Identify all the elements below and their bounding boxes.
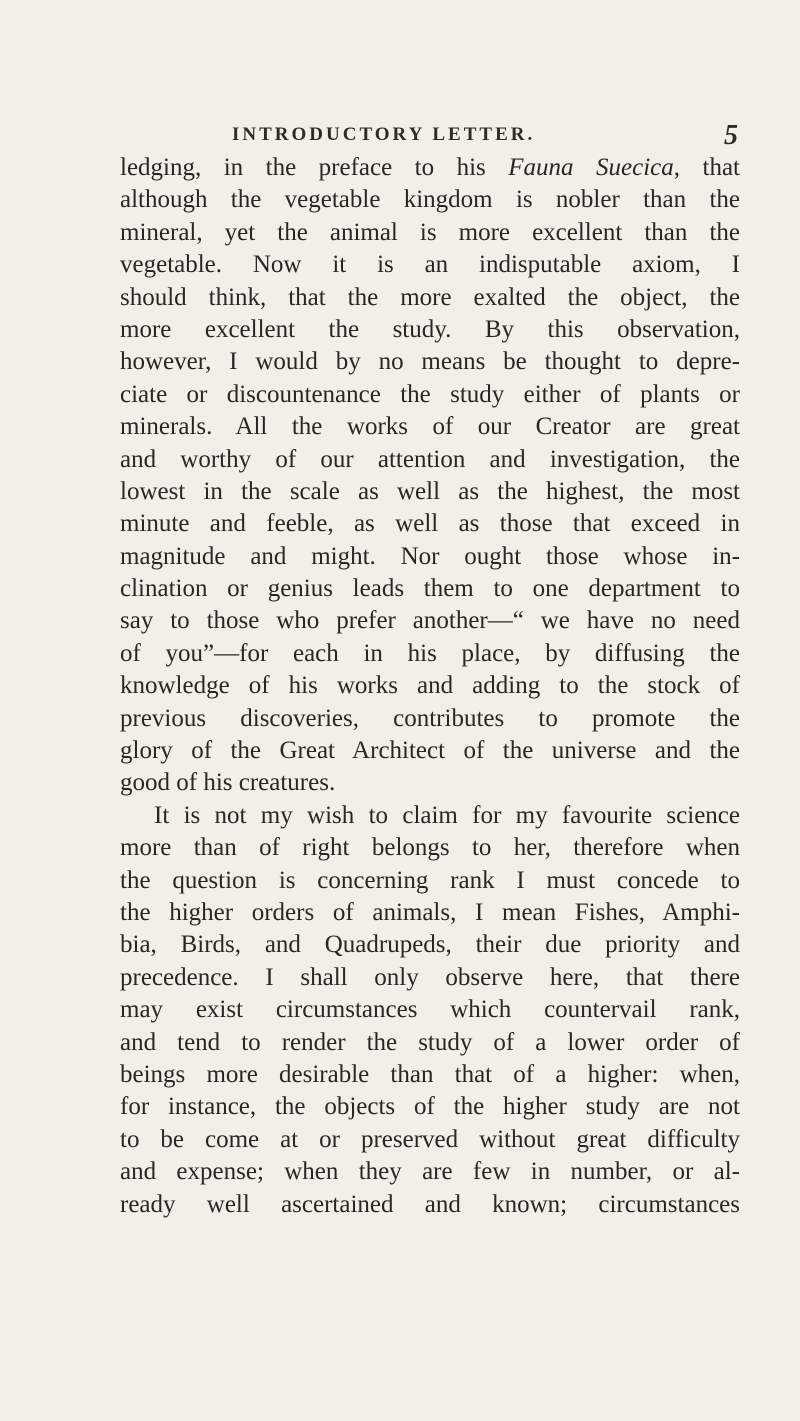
text-line — [120, 703, 740, 735]
text-line — [120, 1027, 740, 1059]
text-segment: for instance, the objects of the higher study are not — [120, 1093, 740, 1121]
text-segment: bia, Birds, and Quadrupeds, their due priority and — [120, 931, 740, 959]
text-segment: ledging, in the preface to his — [120, 154, 509, 181]
text-segment: may exist circumstances which countervail rank, — [120, 996, 740, 1024]
page-number: 5 — [724, 120, 738, 151]
text-segment: glory of the Great Architect of the universe and the — [120, 737, 740, 765]
text-segment: minerals. All the works of our Creator are great — [120, 413, 740, 441]
text-line — [120, 1124, 740, 1156]
text-line — [120, 800, 740, 832]
text-line — [120, 1091, 740, 1123]
text-line — [120, 379, 740, 411]
text-segment: more excellent the study. By this observation, — [120, 315, 740, 343]
text-line — [120, 249, 740, 281]
text-line — [120, 152, 740, 184]
text-line — [120, 573, 740, 605]
text-segment: lowest in the scale as well as the highest, the most — [120, 477, 740, 505]
text-line — [120, 832, 740, 864]
text-line — [120, 1189, 740, 1221]
text-line — [120, 994, 740, 1026]
running-head-title: INTRODUCTORY LETTER. — [232, 124, 536, 145]
text-line — [120, 314, 740, 346]
text-segment: of you”—for each in his place, by diffusing the — [120, 639, 740, 667]
text-segment: good of his creatures. — [120, 769, 336, 797]
italic-title: Fauna Suecica — [508, 154, 674, 181]
text-line — [120, 1059, 740, 1091]
text-line — [120, 541, 740, 573]
text-line — [120, 217, 740, 249]
text-line — [120, 508, 740, 540]
text-segment: more than of right belongs to her, therefore when — [120, 834, 740, 862]
text-line — [120, 605, 740, 637]
body-text — [120, 152, 740, 1221]
text-segment: and tend to render the study of a lower order of — [120, 1028, 740, 1056]
text-segment: clination or genius leads them to one department to — [120, 575, 740, 603]
text-segment: vegetable. Now it is an indisputable axiom, I — [120, 251, 740, 279]
text-segment: and expense; when they are few in number, or al- — [120, 1158, 740, 1186]
text-segment: It is not my wish to claim for my favourite science — [154, 801, 740, 829]
text-segment: ready well ascertained and known; circumstances — [120, 1190, 740, 1218]
text-line — [120, 1156, 740, 1188]
text-segment: , that — [673, 154, 740, 181]
text-segment: although the vegetable kingdom is nobler than the — [120, 186, 740, 214]
text-segment: precedence. I shall only observe here, that there — [120, 963, 740, 991]
text-segment: should think, that the more exalted the object, the — [120, 283, 740, 311]
text-segment: ciate or discountenance the study either of plants or — [120, 380, 740, 408]
text-line — [120, 767, 740, 799]
text-line — [120, 735, 740, 767]
text-line — [120, 282, 740, 314]
text-segment: minute and feeble, as well as those that exceed in — [120, 510, 740, 538]
text-line — [120, 476, 740, 508]
text-line — [120, 670, 740, 702]
text-segment: however, I would by no means be thought to depre- — [120, 348, 740, 376]
text-segment: and worthy of our attention and investigation, the — [120, 445, 740, 473]
text-segment: say to those who prefer another—“ we have no need — [120, 607, 740, 635]
text-segment: magnitude and might. Nor ought those whose in- — [120, 542, 740, 570]
text-line — [120, 865, 740, 897]
text-line — [120, 897, 740, 929]
text-line — [120, 638, 740, 670]
text-line — [120, 929, 740, 961]
text-segment: previous discoveries, contributes to promote the — [120, 704, 740, 732]
text-segment: the question is concerning rank I must concede to — [120, 866, 740, 894]
text-line — [120, 346, 740, 378]
text-segment: the higher orders of animals, I mean Fishes, Amphi- — [120, 898, 740, 926]
text-segment: to be come at or preserved without great difficulty — [120, 1125, 740, 1153]
text-line — [120, 411, 740, 443]
text-line — [120, 184, 740, 216]
text-segment: mineral, yet the animal is more excellent than the — [120, 218, 740, 246]
text-segment: knowledge of his works and adding to the stock of — [120, 672, 740, 700]
text-line — [120, 444, 740, 476]
text-segment: beings more desirable than that of a higher: when, — [120, 1060, 740, 1088]
text-line — [120, 962, 740, 994]
